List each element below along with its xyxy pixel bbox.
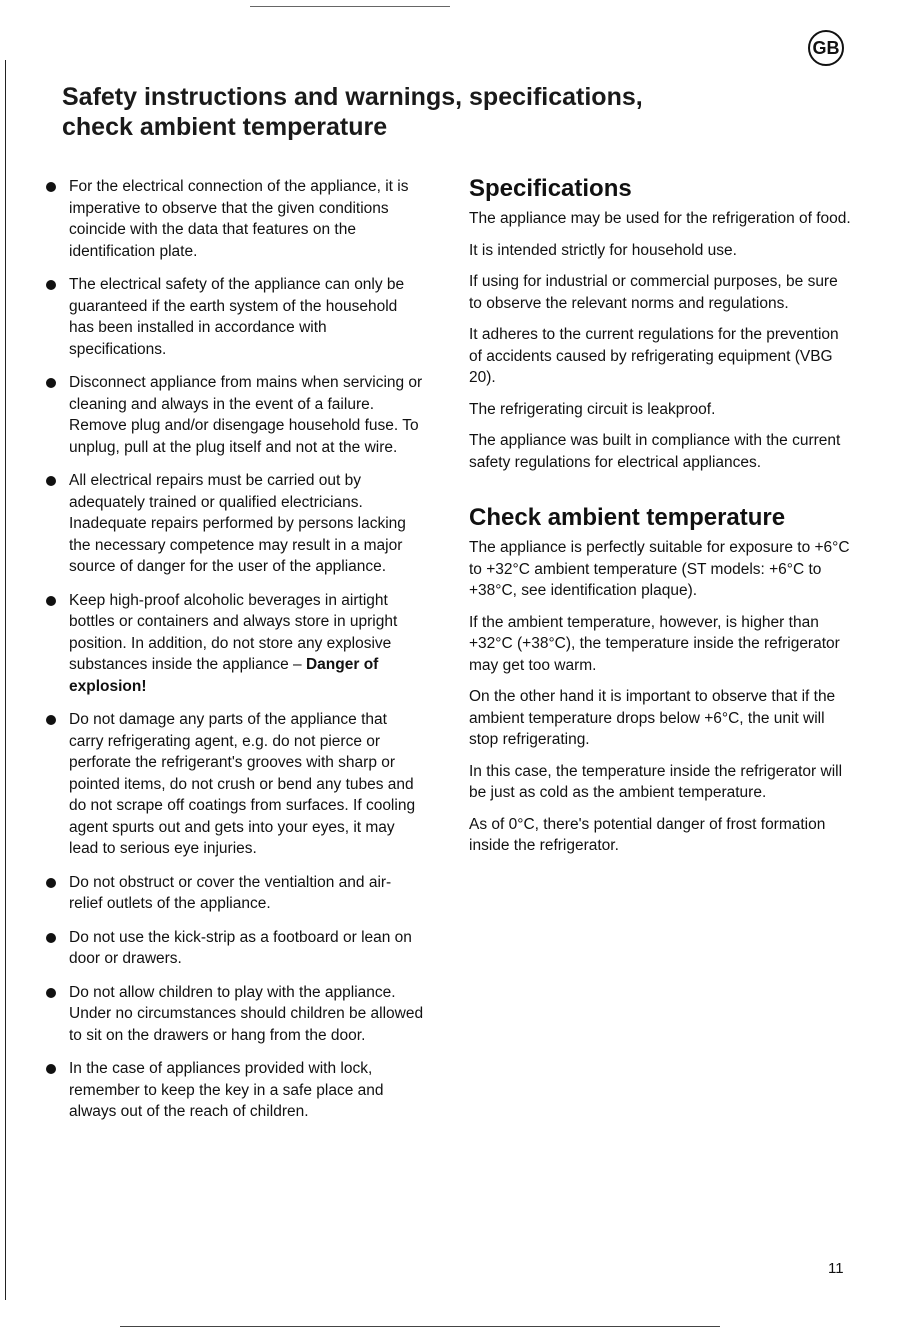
specifications-paragraph: The appliance may be used for the refrigeration of food. — [469, 210, 851, 227]
specifications-paragraph: If using for industrial or commercial purposes, be sure to observe the relevant norms and regulations. — [469, 273, 838, 312]
title-line-2: check ambient temperature — [62, 113, 388, 141]
specifications-paragraph: It adheres to the current regulations for the prevention of accidents caused by refrigerating equipment (VBG 20). — [469, 326, 839, 386]
list-item — [44, 872, 424, 915]
bullet-icon — [44, 590, 69, 698]
page-number: 11 — [828, 1260, 844, 1277]
list-item — [44, 1058, 424, 1123]
danger-warning: Danger of explosion! — [69, 656, 379, 695]
right-column — [469, 172, 854, 867]
specifications-paragraph: The appliance was built in compliance with the current safety regulations for electrical appliances. — [469, 432, 841, 471]
bullet-icon — [44, 927, 69, 970]
list-item-text: All electrical repairs must be carried out by adequately trained or qualified electricians. Inadequate repairs performed by persons lacking the necessary competence may result in a major source of danger for the user of the appliance. — [69, 472, 406, 575]
list-item — [44, 176, 424, 262]
ambient-paragraph: On the other hand it is important to observe that if the ambient temperature drops below +6°C, the unit will stop refrigerating. — [469, 688, 836, 748]
list-item-text: Disconnect appliance from mains when servicing or cleaning and always in the event of a failure. Remove plug and/or disengage household fuse. To unplug, pull at the plug itself and not at the wire. — [69, 374, 423, 456]
ambient-paragraph: The appliance is perfectly suitable for exposure to +6°C to +32°C ambient temperature (ST models: +6°C to +38°C, see identification plaque). — [469, 539, 850, 599]
list-item-text: The electrical safety of the appliance can only be guaranteed if the earth system of the household has been installed in accordance with specifications. — [69, 276, 405, 358]
list-item — [44, 927, 424, 970]
bullet-icon — [44, 1058, 69, 1123]
specifications-paragraph: It is intended strictly for household use. — [469, 241, 737, 259]
list-item-text: Do not use the kick-strip as a footboard or lean on door or drawers. — [69, 928, 412, 967]
country-badge: GB — [808, 30, 844, 66]
list-item — [44, 274, 424, 360]
top-scan-rule — [250, 6, 450, 7]
list-item-text-group — [69, 590, 424, 698]
left-scan-edge — [5, 60, 6, 1300]
list-item-text: Do not obstruct or cover the ventialtion and air-relief outlets of the appliance. — [69, 873, 392, 912]
bullet-icon — [44, 176, 69, 262]
list-item — [44, 372, 424, 458]
ambient-paragraph: In this case, the temperature inside the refrigerator will be just as cold as the ambient temperature. — [469, 762, 843, 801]
bullet-icon — [44, 470, 69, 578]
list-item-text: Do not allow children to play with the appliance. Under no circumstances should children be allowed to sit on the drawers or hang from the door. — [69, 983, 424, 1044]
list-item — [44, 709, 424, 860]
bullet-icon — [44, 982, 69, 1047]
bullet-icon — [44, 872, 69, 915]
list-item — [44, 470, 424, 578]
list-item — [44, 982, 424, 1047]
bullet-icon — [44, 709, 69, 860]
specifications-paragraph: The refrigerating circuit is leakproof. — [469, 400, 716, 418]
ambient-paragraph: As of 0°C, there's potential danger of frost formation inside the refrigerator. — [469, 815, 826, 854]
ambient-paragraph: If the ambient temperature, however, is higher than +32°C (+38°C), the temperature inside the refrigerator may get too warm. — [469, 613, 840, 674]
ambient-temperature-heading: Check ambient temperature — [469, 504, 786, 531]
bullet-icon — [44, 372, 69, 458]
page-title — [62, 82, 643, 142]
title-line-1: Safety instructions and warnings, specifications, — [62, 83, 643, 111]
bottom-scan-rule — [120, 1326, 720, 1327]
safety-list — [44, 176, 424, 1135]
specifications-heading: Specifications — [469, 175, 632, 202]
list-item-text: In the case of appliances provided with lock, remember to keep the key in a safe place and always out of the reach of children. — [69, 1060, 384, 1120]
list-item — [44, 590, 424, 698]
list-item-text: Keep high-proof alcoholic beverages in airtight bottles or containers and always store in upright position. In addition, do not store any explosive substances inside the appliance – — [69, 591, 398, 673]
list-item-text: For the electrical connection of the appliance, it is imperative to observe that the given conditions coincide with the data that features on the identification plate. — [69, 178, 409, 260]
list-item-text: Do not damage any parts of the appliance that carry refrigerating agent, e.g. do not pierce or perforate the refrigerant's grooves with sharp or pointed items, do not crush or bend any tubes and do not scrape off coatings from surfaces. If cooling agent spurts out and gets into your eyes, it may lead to serious eye injuries. — [69, 711, 416, 857]
bullet-icon — [44, 274, 69, 360]
